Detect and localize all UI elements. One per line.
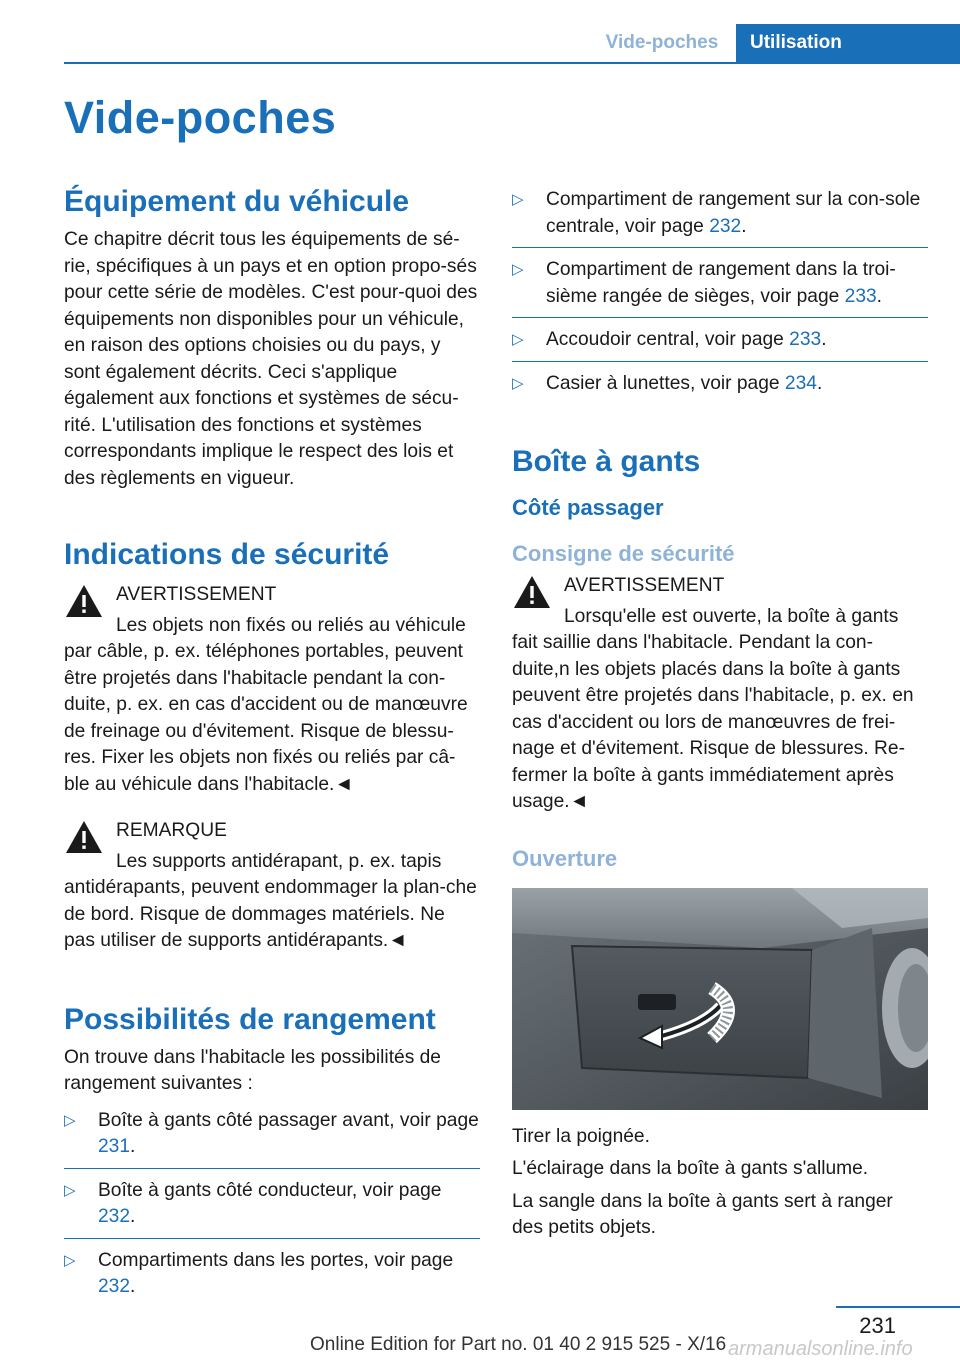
header-section-title: Vide-poches [605,32,719,53]
list-item: ▷ Boîte à gants côté passager avant, voir page 231. [64,1109,479,1157]
page-link[interactable]: 233 [789,329,822,350]
step-light-on: L'éclairage dans la boîte à gants s'allume. [512,1158,869,1179]
bullet-triangle-icon: ▷ [64,1111,76,1129]
heading-safety-instruction: Consigne de sécurité [512,541,735,566]
page-link[interactable]: 232 [98,1206,131,1227]
step-pull-handle: Tirer la poignée. [512,1125,650,1147]
warning-3-title: AVERTISSEMENT [564,575,725,596]
list-item: ▷ Boîte à gants côté conducteur, voir page 232. [64,1179,442,1227]
glovebox-photo [512,888,928,1110]
warning-triangle-icon [64,818,104,856]
warning-triangle-icon [512,573,552,611]
bullet-triangle-icon: ▷ [64,1181,76,1199]
footer-edition: Online Edition for Part no. 01 40 2 915 525 - X/16 [310,1334,727,1355]
bullet-triangle-icon: ▷ [512,331,524,348]
heading-storage: Possibilités de rangement [64,1002,436,1036]
storage-list-left [64,1108,480,1301]
left-column [64,183,480,1301]
bullet-triangle-icon: ▷ [512,261,524,278]
watermark: armanualsonline.info [728,1338,913,1360]
page-link[interactable]: 232 [98,1276,131,1297]
list-item: ▷ Compartiment de rangement dans la troi-sième rangée de sièges, voir page 233. [512,259,896,307]
page-number: 231 [859,1313,896,1338]
warning-1-text: Les objets non fixés ou reliés au véhicule par câble, p. ex. téléphones portables, peuvent être projetés dans l'habitacle pendant la con-duite, p. ex. en cas d'accident ou de manœuvre de freinage ou d'évitement. Risque de blessu-res. Fixer les objets non fixés ou reliés par câ-ble au véhicule dans l'habitacle.◄ [64,614,468,795]
footer-rule [836,1306,960,1308]
header-rule [64,62,960,64]
page-link[interactable]: 233 [844,285,877,307]
list-divider [512,317,928,318]
list-item: ▷ Accoudoir central, voir page 233. [512,327,928,354]
page-link[interactable]: 231 [98,1136,131,1157]
warning-3-text: Lorsqu'elle est ouverte, la boîte à gants fait saillie dans l'habitacle. Pendant la con-duite,n les objets placés dans la boîte à gants peuvent être projetés dans l'habitacle, p. ex. en cas d'accident ou lors de manœuvres de frei-nage et d'évitement. Risque de blessures. Re-fermer la boîte à gants immédiatement après usage.◄ [512,605,914,812]
list-divider [512,361,928,362]
warning-box-2 [64,818,480,955]
bullet-triangle-icon: ▷ [512,191,524,208]
page-link[interactable]: 232 [709,215,742,237]
page-link[interactable]: 234 [784,372,817,394]
glovebox-illustration [512,888,928,1110]
page-title: Vide-poches [64,92,337,143]
list-item: ▷ Compartiments dans les portes, voir page 232. [64,1249,454,1297]
equipment-paragraph: Ce chapitre décrit tous les équipements de sé-rie, spécifiques à un pays et en option propo-sés pour cette série de modèles. C'est pour-quoi des équipements non disponibles pour un véhicule, en raison des options choisies ou du pays, y sont également décrits. Ceci s'applique également aux fonctions et systèmes de sécu-rité. L'utilisation des fonctions et systèmes correspondants implique le respect des lois et des règlements en vigueur. [64,229,478,489]
storage-list-right [512,187,928,397]
header-chapter-tab: Utilisation [736,24,960,62]
right-column [512,183,928,1242]
list-item: ▷ Compartiment de rangement sur la con-sole centrale, voir page 232. [512,189,921,237]
warning-box-3 [512,573,928,816]
bullet-triangle-icon: ▷ [512,374,524,392]
heading-glovebox: Boîte à gants [512,445,701,478]
warning-2-text: Les supports antidérapant, p. ex. tapis antidérapants, peuvent endommager la plan-che de bord. Risque de dommages matériels. Ne pas utiliser de supports antidérapants.◄ [64,850,477,951]
list-item: ▷ Casier à lunettes, voir page 234. [512,371,928,398]
bullet-triangle-icon: ▷ [64,1251,76,1269]
list-divider [64,1238,480,1239]
list-divider [64,1168,480,1169]
list-divider [512,247,928,248]
heading-equipment: Équipement du véhicule [64,185,410,218]
step-strap: La sangle dans la boîte à gants sert à ranger des petits objets. [512,1190,893,1238]
warning-1-title: AVERTISSEMENT [116,584,277,605]
heading-passenger-side: Côté passager [512,495,664,520]
storage-intro: On trouve dans l'habitacle les possibilités de rangement suivantes : [64,1046,441,1094]
warning-box-1 [64,582,480,798]
warning-triangle-icon [64,582,104,620]
heading-safety: Indications de sécurité [64,538,390,571]
heading-opening: Ouverture [512,845,618,871]
warning-2-title: REMARQUE [116,820,227,841]
